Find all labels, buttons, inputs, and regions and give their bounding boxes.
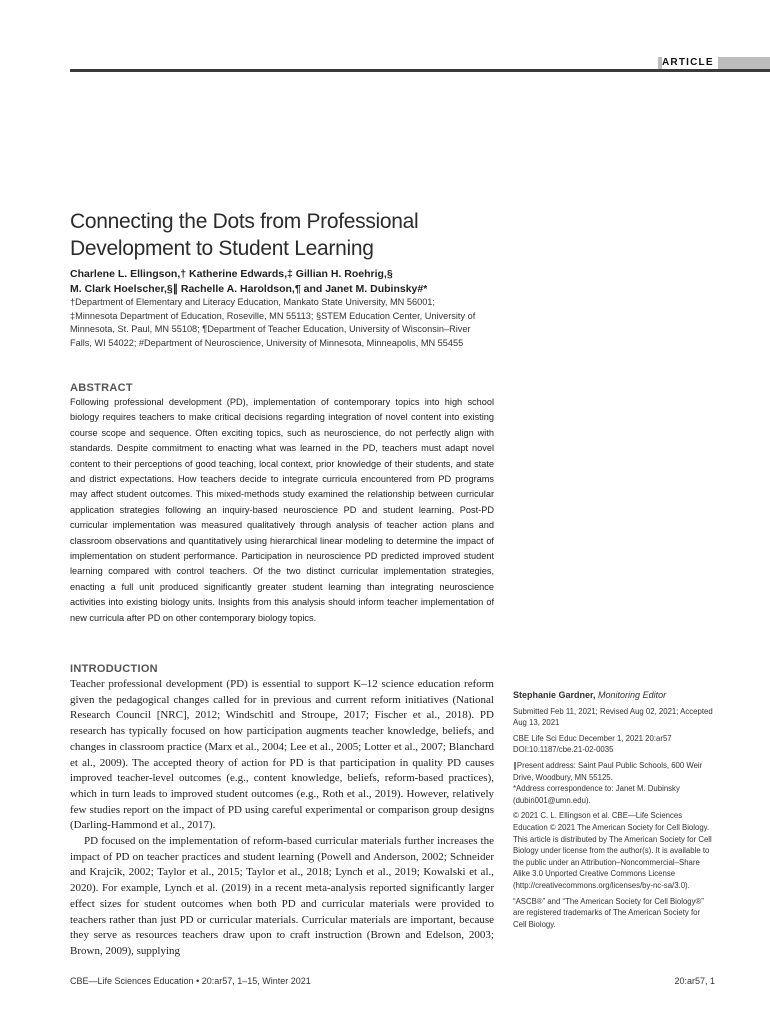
author-list [70,267,490,297]
editor-role: Monitoring Editor [598,690,667,700]
article-title: Connecting the Dots from Professional Development to Student Learning [70,210,419,260]
footer-page-number: 20:ar57, 1 [674,976,715,986]
abstract-text: Following professional development (PD), implementation of contemporary topics into high school biology requires teachers to make critical decisions regarding integration of novel content into existing course scope and sequence. Often exciting topics, such as neuroscience, do not perfectly align with standards. Despite commitment to enacting what was learned in the PD, teachers must adapt novel content to their perceptions of good teaching, local context, prior knowledge of their students, and state and district expectations. How teachers decide to integrate curricula encountered from PD programs may affect student outcomes. This mixed-methods study examined the relationship between curricular application strategies following an inquiry-based neuroscience PD and student learning. Post-PD curricular implementation was measured qualitatively through analysis of teacher action plans and classroom observations and quantitatively using hierarchical linear modeling to determine the impact of implementation on student performance. Participation in neuroscience PD predicted improved student learning compared with control teachers. Of the two distinct curricular implementation strategies, enacting a full unit produced significantly greater student learning than integrating neuroscience activities into existing biology units. Insights from this analysis should inform teacher implementation of new curricula after PD on other contemporary biology topics. [70,397,494,623]
present-address-note: ∥Present address: Saint Paul Public Schools, 600 Weir Drive, Woodbury, MN 55125. [513,760,703,782]
editor-name: Stephanie Gardner, [513,690,596,700]
submission-dates: Submitted Feb 11, 2021; Revised Aug 02, 2021; Accepted Aug 13, 2021 [513,706,713,728]
introduction-heading: INTRODUCTION [70,663,158,675]
journal-citation: CBE Life Sci Educ December 1, 2021 20:ar57 [513,733,672,743]
author-line-2: M. Clark Hoelscher,§∥ Rachelle A. Haroldson,¶ and Janet M. Dubinsky#* [70,283,428,295]
section-label: ARTICLE [662,57,718,69]
doi: DOI:10.1187/cbe.21-02-0035 [513,745,614,755]
affiliations [70,296,495,350]
affiliation-1: †Department of Elementary and Literacy Education, Mankato State University, MN 56001; [70,297,435,307]
monitoring-editor [513,690,713,702]
introduction-body [70,677,494,960]
author-line-1: Charlene L. Ellingson,† Katherine Edwards,‡ Gillian H. Roehrig,§ [70,268,393,280]
trademark-notice: “ASCB®” and “The American Society for Cell Biology®” are registered trademarks of The American Society for Cell Biology. [513,896,704,929]
footer-journal-info: CBE—Life Sciences Education • 20:ar57, 1–15, Winter 2021 [70,976,311,986]
introduction-paragraph-2: PD focused on the implementation of reform-based curricular materials further increases the impact of PD on teacher practices and student learning (Powell and Anderson, 2002; Schneider and Krajcik, 2002; Taylor et al., 2015; Taylor et al., 2018; Lynch et al., 2019; Kowalski et al., 2020). For example, Lynch et al. (2019) in a recent meta-analysis reported significantly larger effect sizes for student outcomes when both PD and curricular materials were provided to teachers rather than just PD or curricular materials. Curricular materials are important, because they serve as resources teachers draw upon to craft instruction (Brown and Edelson, 2003; Brown, 2009), supplying [70,835,494,957]
copyright-notice: © 2021 C. L. Ellingson et al. CBE—Life Sciences Education © 2021 The American Society for Cell Biology. This article is distributed by The American Society for Cell Biology under license from the author(s). It is available to the public under an Attribution–Noncommercial–Share Alike 3.0 Unported Creative Commons License (http://creativecommons.org/licenses/by-nc-sa/3.0). [513,811,712,890]
introduction-paragraph-1: Teacher professional development (PD) is essential to support K–12 science education reform given the pedagogical changes called for in previous and current reform initiatives (National Research Council [NRC], 2012; Windschitl and Stroupe, 2017; Fischer et al., 2018). PD research has typically focused on how participation augments teacher knowledge, beliefs, and changes in classroom practice (Marx et al., 2004; Lee et al., 2005; Lotter et al., 2007; Blanchard et al., 2009). The accepted theory of action for PD is that participation in quality PD causes improved teacher-level outcomes (e.g., content knowledge, beliefs, reform-based practices), which in turn leads to improved student outcomes (e.g., Roth et al., 2019). However, relatively few studies report on the impact of PD using careful experimental or comparison group designs (Darling-Hammond et al., 2017). [70,678,494,832]
abstract-heading: ABSTRACT [70,382,133,394]
header-rule [70,69,770,72]
affiliation-2: ‡Minnesota Department of Education, Roseville, MN 55113; §STEM Education Center, University of Minnesota, St. Paul, MN 55108; ¶Department of Teacher Education, University of Wisconsin–River Falls, WI 54022; #Department of Neuroscience, University of Minnesota, Minneapolis, MN 55455 [70,310,476,348]
correspondence-note: *Address correspondence to: Janet M. Dubinsky (dubin001@umn.edu). [513,784,680,805]
article-info-sidebar [513,690,713,934]
